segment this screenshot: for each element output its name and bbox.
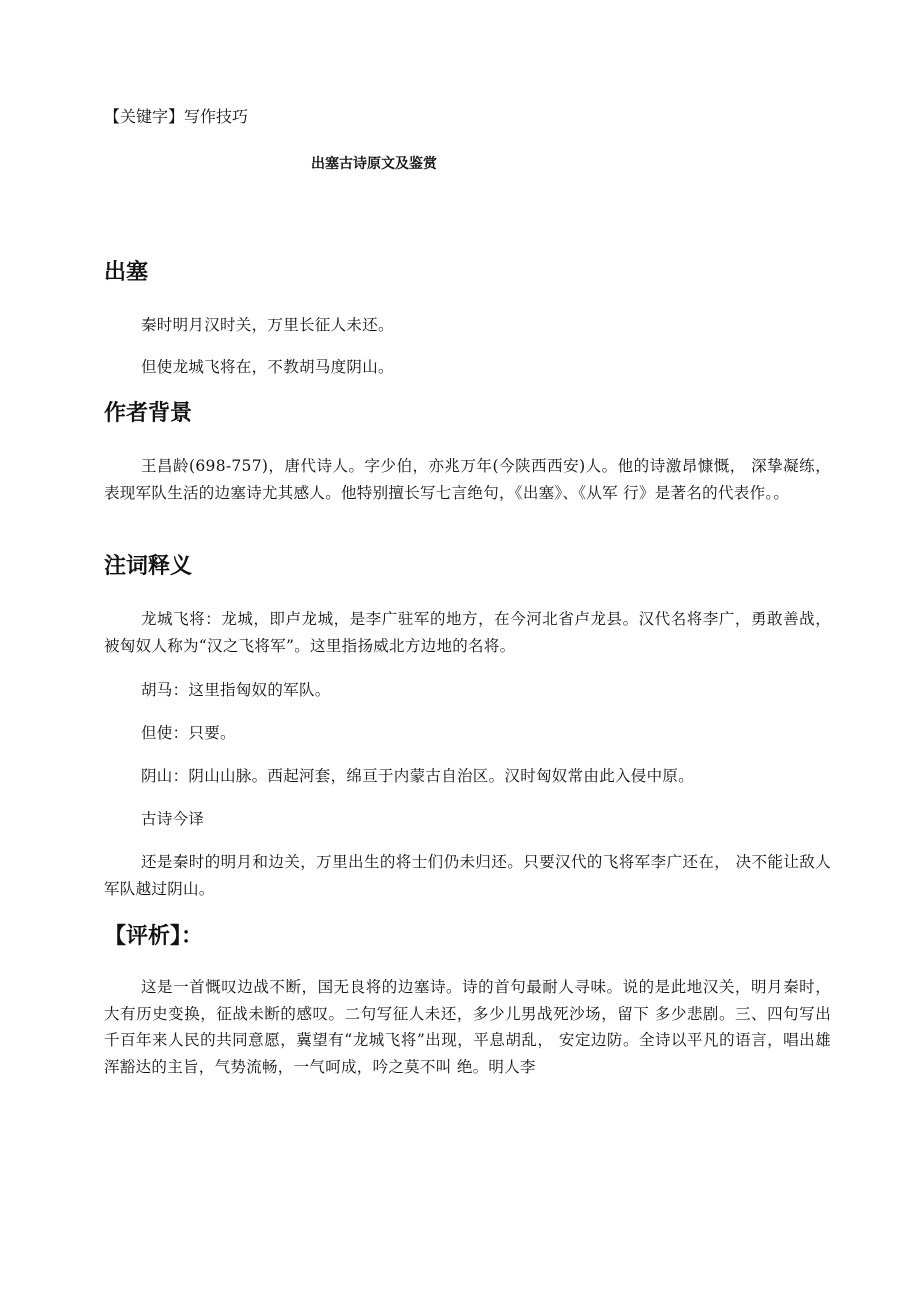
author-heading: 作者背景 — [104, 401, 193, 426]
note-huma: 胡马：这里指匈奴的军队。 — [141, 681, 331, 699]
analysis-paragraph: 这是一首慨叹边战不断，国无良将的边塞诗。诗的首句最耐人寻味。说的是此地汉关，明月秦时，大有历史变换，征战未断的感叹。二句写征人未还，多少儿男战死沙场，留下 多少悲剧。三、四句写出千百年来人民的共同意愿，冀望有“龙城飞将”出现，平息胡乱， 安定边防。全诗以平凡的语言，唱出雄浑豁达的主旨，气势流畅，一气呵成，吟之莫不叫 绝。明人李 — [104, 978, 831, 1076]
note-danshi: 但使：只要。 — [141, 724, 236, 742]
author-paragraph: 王昌龄(698-757)，唐代诗人。字少伯，亦兆万年(今陕西西安)人。他的诗激昂慷慨， 深挚凝练，表现军队生活的边塞诗尤其感人。他特别擅长写七言绝句，《出塞》、《从军 行》是著名的代表作。。 — [104, 457, 831, 502]
notes-heading: 注词释义 — [104, 554, 193, 579]
note-yinshan: 阴山：阴山山脉。西起河套，绵亘于内蒙古自治区。汉时匈奴常由此入侵中原。 — [141, 767, 695, 785]
poem-heading: 出塞 — [104, 260, 149, 285]
translation-paragraph: 还是秦时的明月和边关，万里出生的将士们仍未归还。只要汉代的飞将军李广还在， 决不能让敌人军队越过阴山。 — [104, 853, 831, 898]
note-longcheng: 龙城飞将：龙城，即卢龙城，是李广驻军的地方，在今河北省卢龙县。汉代名将李广，勇敢善战，被匈奴人称为“汉之飞将军”。这里指扬威北方边地的名将。 — [104, 610, 831, 655]
document-title: 出塞古诗原文及鉴赏 — [311, 156, 437, 172]
poem-line-2: 但使龙城飞将在，不教胡马度阴山。 — [141, 358, 394, 376]
poem-line-1: 秦时明月汉时关，万里长征人未还。 — [141, 316, 394, 334]
translation-label: 古诗今译 — [141, 810, 205, 828]
analysis-heading: 【评析】： — [104, 924, 204, 949]
keywords-line: 【关键字】写作技巧 — [104, 107, 249, 126]
